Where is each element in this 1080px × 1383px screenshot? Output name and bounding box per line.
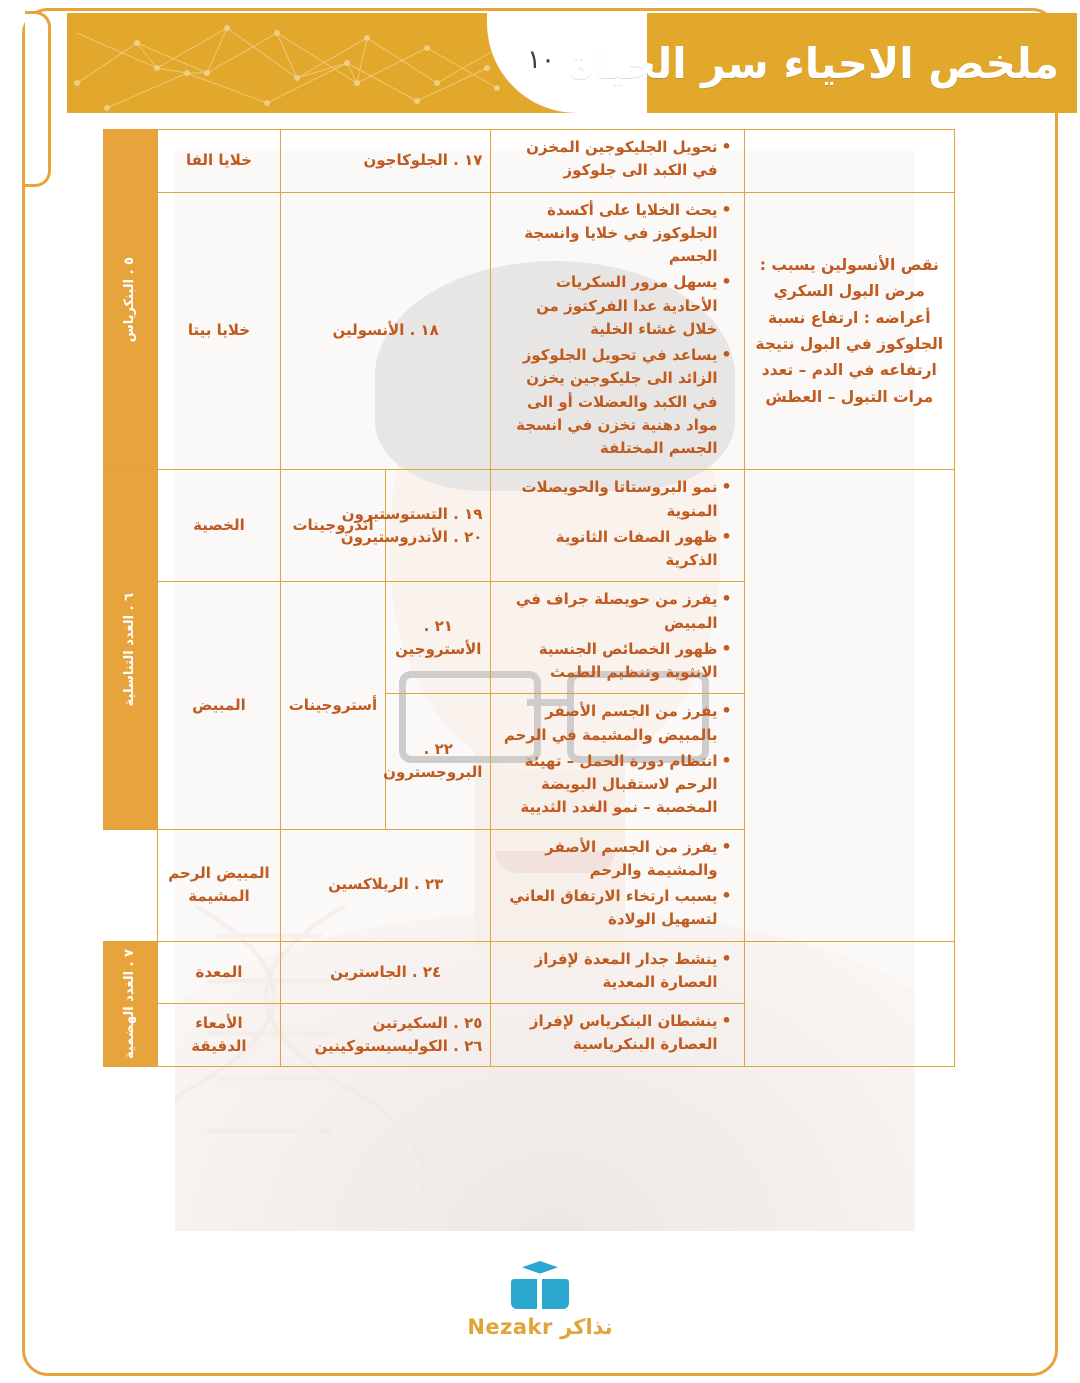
side-label-text: ٦ . الغدد التناسلية [122,592,138,707]
cell-hormones [383,694,491,829]
cell-hormones [280,941,490,1004]
brand-name: نذاكر Nezakr [467,1315,613,1339]
page-header [67,13,1077,113]
cell-gland: المعدة [157,941,280,1004]
cell-functions [491,470,744,582]
hormone-item: ٢٦ . الكوليسيستوكينين [314,1036,483,1055]
side-label-text: ٥ . البنكرياس [122,257,138,343]
cell-functions [491,829,744,941]
page-side-tab [25,11,51,187]
cell-note [744,192,954,470]
function-item: • ظهور الخصائص الجنسية الانثوية وتنظيم الطمث [499,638,717,685]
hormone-item: ٢٥ . السكيرتين [372,1013,483,1032]
cell-functions [491,192,744,470]
header-title-wrap [569,13,1078,113]
function-item: • يفرز من الجسم الأصفر بالمبيض والمشيمة في الرحم [499,700,717,747]
function-item: • يفرز من الجسم الأصفر والمشيمة والرحم [499,836,717,883]
hormone-item: ٢١ . الأستروجين [395,616,482,658]
function-item: • يسهل مرور السكريات الأحادية عدا الفركتوز من خلال غشاء الخلية [499,271,717,341]
cell-gland: الأمعاء الدقيقة [157,1004,280,1067]
function-item: • يسبب ارتخاء الارتفاق العاني لتسهيل الولادة [499,885,717,932]
cell-hormone-group: أندروجينات [280,470,385,582]
cell-note [744,470,954,941]
hormone-item: ٢٤ . الجاسترين [330,962,442,981]
table-row [104,192,955,470]
footer-brand [25,1261,1055,1339]
function-item: • ينشطان البنكرياس لإفراز العصارة البنكرياسية [499,1010,717,1057]
cell-side-label-pancreas [104,130,158,470]
cell-hormones [280,192,490,470]
graduation-book-logo-icon [509,1261,571,1313]
cell-functions [491,582,744,694]
cell-gland: المبيض [157,582,280,829]
cell-hormones [386,582,491,694]
page-title: ملخص الاحياء سر الحياة [568,38,1059,88]
hormones-table [103,129,955,1067]
hormone-item: ١٧ . الجلوكاجون [363,151,483,170]
page-frame [22,8,1058,1376]
function-item: • تحويل الجليكوجين المخزن في الكبد الى جلوكوز [499,136,717,183]
cell-gland: خلايا بيتا [157,192,280,470]
hormone-item: ١٨ . الأنسولين [332,321,439,340]
cell-functions [491,941,744,1004]
cell-hormones [340,470,491,582]
function-item: • نمو البروستاتا والحويصلات المنوية [499,476,717,523]
function-item: • ظهور الصفات الثانوية الذكرية [499,526,717,573]
function-item: • ينشط جدار المعدة لإفراز العصارة المعدية [499,948,717,995]
cell-hormones [280,829,490,941]
cell-hormones [280,130,490,193]
cell-gland: الخصية [157,470,280,582]
table-row [104,470,955,582]
function-item: • يفرز من حويصلة جراف في المبيض [499,588,717,635]
cell-hormone-group: أستروجينات [280,582,385,829]
cell-note [744,130,954,193]
cell-functions [491,130,744,193]
cell-hormones [280,1004,490,1067]
cell-gland: المبيض الرحم المشيمة [157,829,280,941]
function-item: • يحث الخلايا على أكسدة الجلوكوز في خلايا وانسجة الجسم [499,199,717,269]
page-number: ١٠ [527,45,555,75]
function-item: • يساعد في تحويل الجلوكوز الزائد الى جليكوجين يخزن في الكبد والعضلات أو الى مواد دهنية تخزن في انسجة الجسم المختلفة [499,344,717,460]
cell-side-label-gonads [104,470,158,829]
table-row [104,941,955,1004]
cell-note [744,941,954,1066]
cell-side-label-digestive [104,941,158,1066]
cell-gland: خلايا الفا [157,130,280,193]
hormone-item: ٢٣ . الريلاكسين [328,875,444,894]
note-text: نقص الأنسولين يسبب : مرض البول السكري أعراضه : ارتفاع نسبة الجلوكوز في البول نتيجة ارتفاعه في الدم – تعدد مرات التبول – العطش [755,255,944,406]
cell-functions [491,1004,744,1067]
side-label-text: ٧ . الغدد الهضمية [122,948,138,1059]
function-item: • انتظام دورة الحمل – تهيئة الرحم لاستقبال البويضة المخصبة – نمو الغدد الثديية [499,750,717,820]
hormone-item: ١٩ . التستوستيرون [341,504,483,523]
hormone-item: ٢٢ . البروجسترون [383,740,483,782]
hormone-item: ٢٠ . الأندروستيرون [340,527,483,546]
cell-functions [491,694,744,829]
table-row [104,130,955,193]
